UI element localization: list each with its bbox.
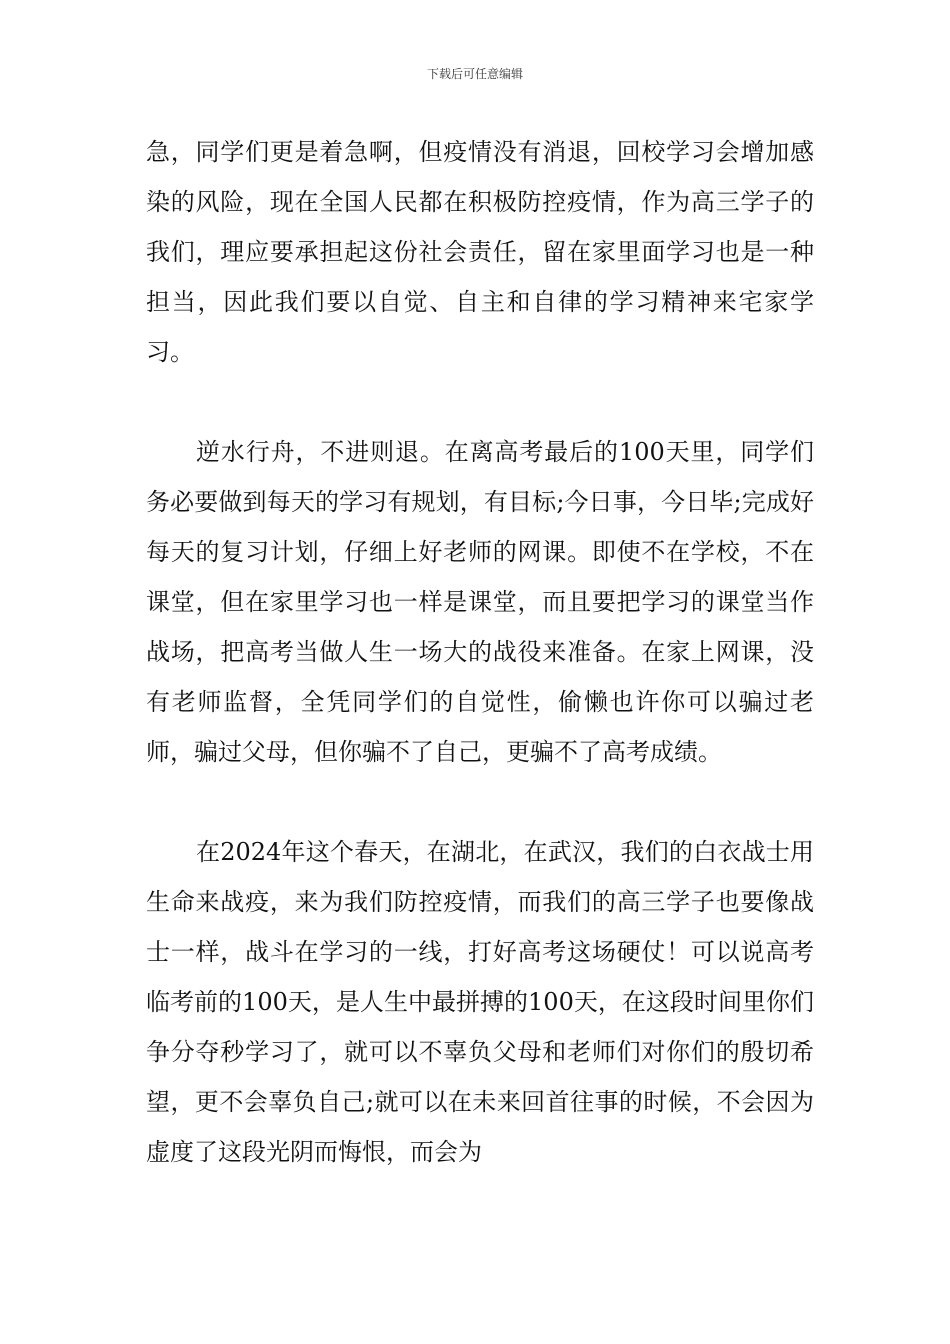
paragraph: 在2024年这个春天，在湖北，在武汉，我们的白衣战士用生命来战疫，来为我们防控疫情，而我们的高三学子也要像战士一样，战斗在学习的一线，打好高考这场硬仗！可以说高考临考前的100天，是人生中最拼搏的100天，在这段时间里你们争分夺秒学习了，就可以不辜负父母和老师们对你们的殷切希望，更不会辜负自己;就可以在未来回首往事的时候，不会因为虚度了这段光阴而悔恨，而会为 <box>146 838 814 1166</box>
paragraph-continued: 急，同学们更是着急啊，但疫情没有消退，回校学习会增加感染的风险，现在全国人民都在积极防控疫情，作为高三学子的我们，理应要承担起这份社会责任，留在家里面学习也是一种担当，因此我们要以自觉、自主和自律的学习精神来宅家学习。 <box>146 138 814 366</box>
document-body <box>146 127 814 1177</box>
page-header: 下载后可任意编辑 <box>426 67 523 81</box>
paragraph: 逆水行舟，不进则退。在离高考最后的100天里，同学们务必要做到每天的学习有规划，有目标;今日事，今日毕;完成好每天的复习计划，仔细上好老师的网课。即使不在学校，不在课堂，但在家里学习也一样是课堂，而且要把学习的课堂当作战场，把高考当做人生一场大的战役来准备。在家上网课，没有老师监督，全凭同学们的自觉性，偷懒也许你可以骗过老师，骗过父母，但你骗不了自己，更骗不了高考成绩。 <box>146 438 814 766</box>
